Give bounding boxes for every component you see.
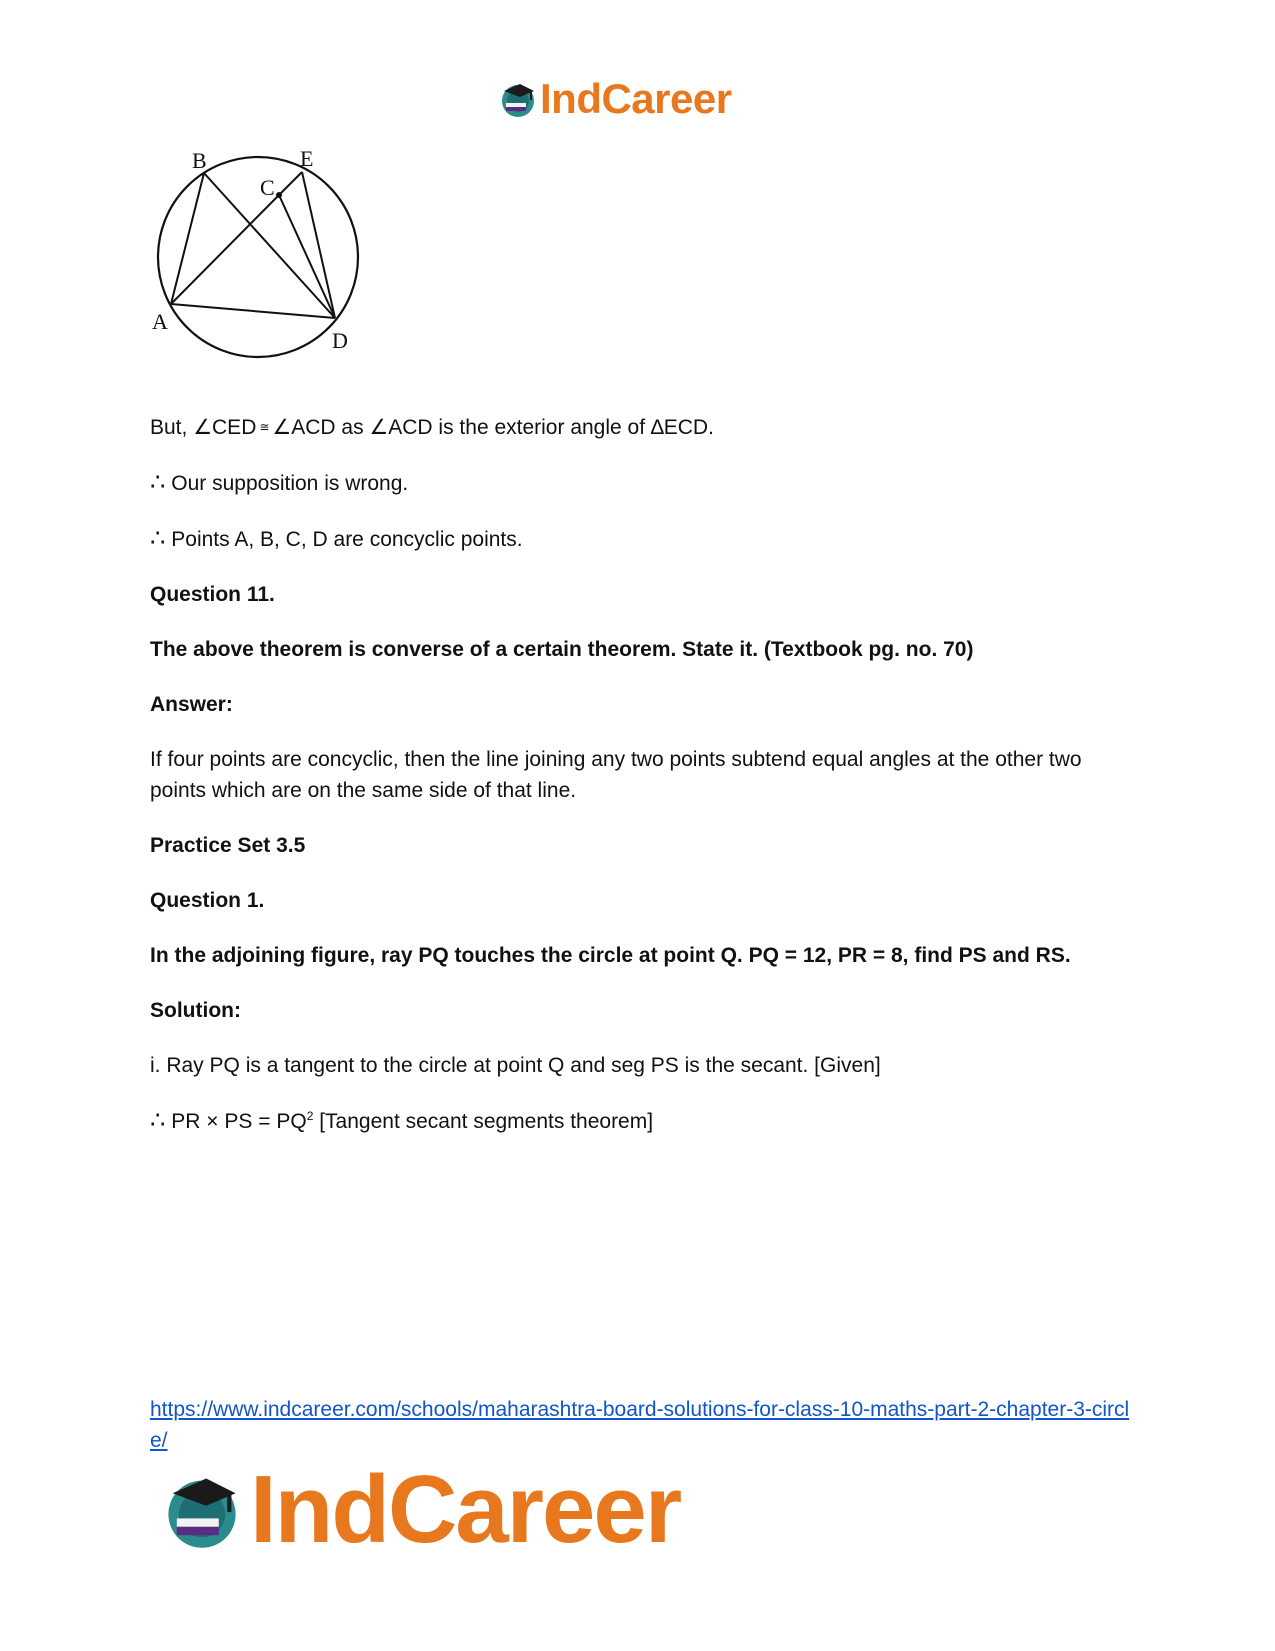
supposition-text: Our supposition is wrong. — [171, 472, 409, 495]
footer-logo-text: IndCareer — [250, 1456, 681, 1563]
concyclic-text: Points A, B, C, D are concyclic points. — [171, 528, 523, 551]
figure-segment-cd — [279, 195, 335, 318]
solution-line-2 — [150, 1105, 1130, 1137]
figure-label-a: A — [152, 309, 168, 334]
figure-segment-ac — [171, 195, 279, 304]
therefore-icon: ∴ — [150, 469, 166, 496]
graduation-globe-icon — [498, 79, 538, 119]
therefore-icon: ∴ — [150, 525, 166, 552]
figure-segment-ce — [279, 172, 302, 195]
line1-suffix: ∠ACD as ∠ACD is the exterior angle of ∆ECD. — [272, 416, 714, 439]
question-1-title: Question 1. — [150, 889, 265, 912]
header-logo — [498, 75, 732, 122]
congruent-symbol: ≅ — [259, 420, 270, 434]
figure-label-d: D — [332, 328, 348, 353]
exterior-angle-line — [150, 412, 1130, 443]
therefore-icon: ∴ — [150, 1107, 166, 1134]
answer-text: If four points are concyclic, then the line joining any two points subtend equal angles at the other two points which are on the same side of that line. — [150, 748, 1082, 802]
footer-logo — [160, 1456, 681, 1563]
document-body — [150, 412, 1130, 1161]
solution-line-2-prefix: PR × PS = PQ — [171, 1110, 307, 1133]
figure-circle — [158, 157, 358, 357]
solution-label: Solution: — [150, 999, 241, 1022]
figure-segment-ed — [302, 172, 335, 318]
superscript-2: 2 — [306, 1109, 314, 1123]
answer-label: Answer: — [150, 693, 233, 716]
question-11-title: Question 11. — [150, 583, 275, 606]
source-url-link[interactable]: https://www.indcareer.com/schools/maharashtra-board-solutions-for-class-10-maths-part-2-chapter-3-circle/ — [150, 1398, 1130, 1452]
figure-label-e: E — [300, 146, 314, 171]
solution-line-1: i. Ray PQ is a tangent to the circle at point Q and seg PS is the secant. [Given] — [150, 1054, 881, 1077]
graduation-globe-icon — [160, 1468, 244, 1552]
question-11-text: The above theorem is converse of a certain theorem. State it. (Textbook pg. no. 70) — [150, 638, 974, 661]
figure-label-b: B — [192, 148, 207, 173]
figure-segment-ab — [171, 173, 204, 304]
concyclic-line — [150, 523, 1130, 555]
supposition-line — [150, 467, 1130, 499]
figure-point-c — [276, 192, 282, 198]
cyclic-quadrilateral-figure — [148, 146, 388, 378]
figure-segment-ad — [171, 304, 335, 318]
solution-line-2-suffix: [Tangent secant segments theorem] — [313, 1110, 654, 1133]
figure-label-c: C — [260, 175, 275, 200]
question-1-text: In the adjoining figure, ray PQ touches the circle at point Q. PQ = 12, PR = 8, find PS and RS. — [150, 944, 1071, 967]
practice-set-heading: Practice Set 3.5 — [150, 834, 306, 857]
line1-prefix: But, ∠CED — [150, 416, 257, 439]
header-logo-text: IndCareer — [540, 75, 732, 122]
